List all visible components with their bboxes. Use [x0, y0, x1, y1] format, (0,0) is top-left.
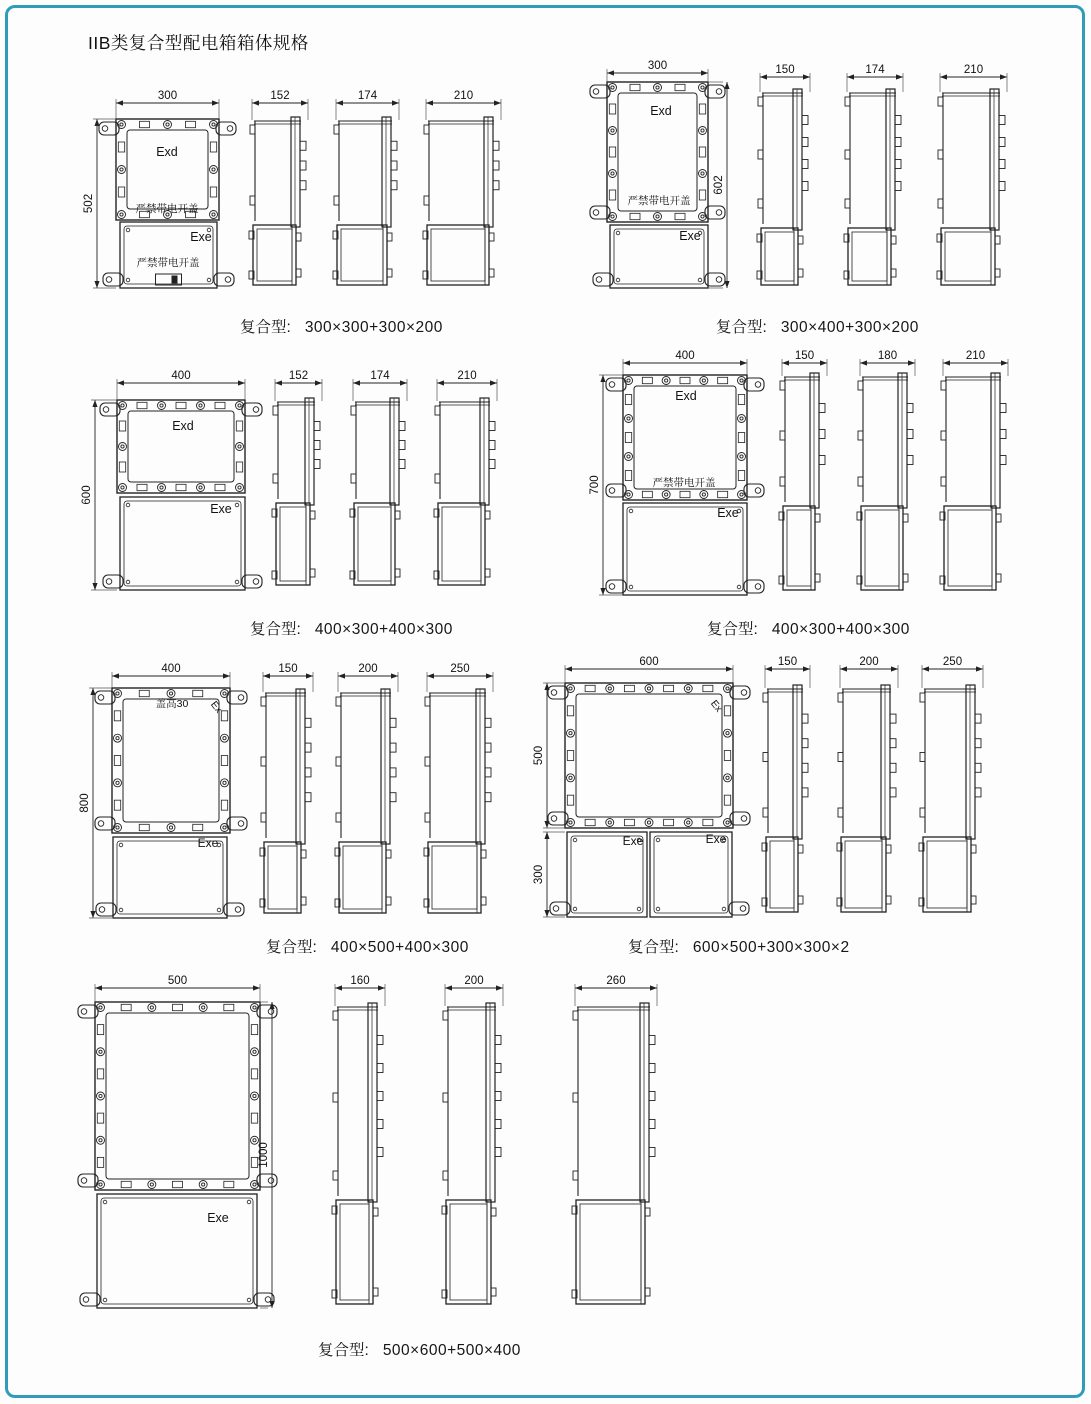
caption-prefix: 复合型: [266, 939, 317, 956]
caption-group-5 [266, 935, 469, 957]
caption-group-7 [318, 1338, 521, 1360]
front-label-warning: 严禁带电开盖 [627, 195, 691, 207]
caption-prefix: 复合型: [250, 621, 301, 638]
front-label-ex: Ex [208, 699, 224, 716]
side-view-3-3 [434, 370, 497, 585]
front-view [589, 350, 764, 595]
side-view-4-1 [779, 350, 827, 590]
front-view [590, 60, 730, 288]
dimension-label: 210 [453, 90, 474, 102]
front-label-exe: Exe [207, 1211, 229, 1225]
side-view-6-2 [837, 656, 898, 912]
front-label-exe_right: Exe [705, 832, 727, 846]
caption-value: 500×600+500×400 [382, 1342, 521, 1359]
dimension-label: 150 [775, 64, 795, 76]
side-view-5-2 [335, 663, 398, 913]
dimension-label: 502 [83, 193, 95, 214]
page-title: IIB类复合型配电箱箱体规格 [88, 33, 309, 53]
spec-group-6 [533, 656, 983, 917]
front-view [78, 975, 277, 1308]
front-label-exe: Exe [717, 506, 739, 520]
spec-group-4 [589, 350, 1008, 595]
dimension-label: 210 [963, 64, 984, 76]
caption-value: 300×300+300×200 [304, 319, 443, 336]
front-label-ex: Ex [708, 698, 724, 715]
side-view-5-1 [260, 663, 313, 913]
side-view-1-3 [423, 90, 501, 285]
dimension-label: 300 [533, 864, 545, 885]
side-view-6-1 [762, 656, 810, 912]
front-label-exd: Exd [156, 145, 178, 159]
spec-group-3 [81, 370, 497, 590]
dimension-label: 174 [865, 64, 885, 76]
caption-value: 300×400+300×200 [780, 319, 919, 336]
front-label-exe: Exe [679, 229, 701, 243]
front-label-warning: 严禁带电开盖 [652, 477, 716, 489]
dimension-label: 800 [79, 793, 91, 813]
caption-value: 400×300+400×300 [771, 621, 910, 638]
dimension-label: 250 [942, 656, 963, 668]
side-view-7-2 [442, 975, 503, 1304]
front-view [81, 370, 262, 590]
dimension-label: 160 [350, 975, 370, 987]
front-label-warning_top: 严禁带电开盖 [135, 203, 199, 215]
dimension-label: 400 [171, 370, 191, 382]
front-label-exe: Exe [190, 230, 212, 244]
dimension-label: 700 [589, 475, 601, 495]
dimension-label: 180 [877, 350, 898, 362]
dimension-label: 152 [288, 370, 309, 382]
side-view-4-2 [857, 350, 915, 590]
dimension-label: 150 [777, 656, 798, 668]
front-view [79, 663, 247, 918]
caption-value: 400×500+400×300 [330, 939, 469, 956]
side-view-3-2 [350, 370, 407, 585]
dimension-label: 260 [606, 975, 626, 987]
front-label-warning_bottom: 严禁带电开盖 [136, 257, 200, 269]
caption-group-4 [707, 617, 910, 639]
front-label-exe: Exe [197, 836, 219, 850]
front-label-exd: Exd [650, 104, 672, 118]
front-label-exe_left: Exe [622, 834, 644, 848]
caption-value: 400×300+400×300 [314, 621, 453, 638]
front-label-exd: Exd [172, 419, 194, 433]
dimension-label: 152 [270, 90, 290, 102]
dimension-label: 600 [639, 656, 659, 668]
spec-group-1 [83, 90, 501, 288]
caption-prefix: 复合型: [716, 319, 767, 336]
caption-value: 600×500+300×300×2 [692, 939, 850, 956]
dimension-label: 500 [167, 975, 188, 987]
caption-group-3 [250, 617, 453, 639]
side-view-3-1 [272, 370, 322, 585]
caption-group-6 [628, 935, 850, 957]
front-view [83, 90, 236, 288]
caption-group-1 [240, 315, 443, 337]
side-view-5-3 [424, 663, 493, 913]
dimension-label: 602 [713, 175, 725, 195]
front-label-cover_note: 盖高30 [155, 698, 189, 710]
dimension-label: 150 [794, 350, 815, 362]
dimension-label: 174 [357, 90, 378, 102]
dimension-label: 174 [370, 370, 390, 382]
front-label-exd: Exd [675, 389, 697, 403]
dimension-label: 300 [157, 90, 178, 102]
spec-group-5 [79, 663, 493, 918]
side-view-6-3 [919, 656, 983, 912]
side-view-7-1 [332, 975, 385, 1304]
spec-group-7 [78, 975, 657, 1308]
dimension-label: 200 [859, 656, 879, 668]
dimension-label: 210 [965, 350, 986, 362]
caption-prefix: 复合型: [707, 621, 758, 638]
dimension-label: 250 [450, 663, 470, 675]
front-label-exe: Exe [210, 502, 232, 516]
dimension-label: 300 [647, 60, 668, 72]
caption-prefix: 复合型: [628, 939, 679, 956]
side-view-2-2 [844, 64, 903, 285]
side-view-2-1 [757, 64, 810, 285]
dimension-label: 200 [358, 663, 378, 675]
side-view-2-3 [937, 64, 1007, 285]
dimension-label: 210 [457, 370, 477, 382]
caption-prefix: 复合型: [240, 319, 291, 336]
side-view-1-2 [333, 90, 399, 285]
dimension-label: 150 [278, 663, 298, 675]
dimension-label: 500 [533, 745, 545, 766]
dimension-label: 400 [161, 663, 181, 675]
dimension-label: 1000 [258, 1142, 270, 1168]
dimension-label: 600 [81, 485, 93, 505]
front-view [533, 656, 750, 917]
dimension-label: 400 [675, 350, 695, 362]
spec-group-2 [590, 60, 1007, 288]
caption-group-2 [716, 315, 919, 337]
dimension-label: 200 [464, 975, 484, 987]
caption-prefix: 复合型: [318, 1342, 369, 1359]
side-view-7-3 [572, 975, 657, 1304]
side-view-1-1 [249, 90, 308, 285]
side-view-4-3 [940, 350, 1008, 590]
